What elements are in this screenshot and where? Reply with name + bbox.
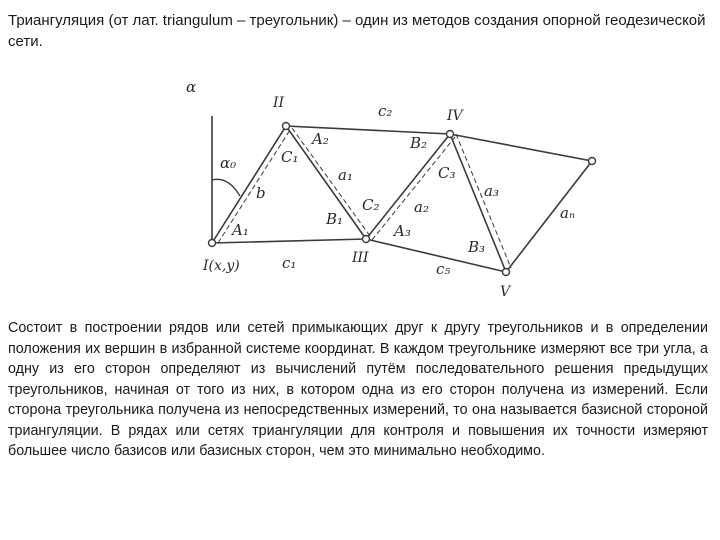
label-b3: B₃ — [468, 238, 486, 256]
vertex-ii — [283, 123, 290, 130]
label-a3-lower: a₃ — [484, 182, 499, 200]
side-i-ii-inner — [218, 130, 290, 243]
label-a3: A₃ — [394, 222, 411, 240]
azimuth-arc — [212, 179, 240, 196]
label-alpha: α — [186, 78, 197, 96]
vertices — [209, 123, 596, 276]
side-ii-iv — [286, 126, 450, 134]
vertex-v — [503, 269, 510, 276]
vertex-iii — [363, 236, 370, 243]
label-c2-upper: C₂ — [362, 196, 380, 214]
label-a1-lower: a₁ — [338, 166, 353, 184]
side-i-ii — [212, 126, 286, 243]
label-alpha0: α₀ — [220, 154, 237, 172]
side-iii-iv-inner — [372, 137, 455, 240]
label-vertex-v: V — [500, 284, 511, 300]
label-c2: c₂ — [378, 102, 393, 120]
label-b: b — [256, 184, 266, 202]
body-paragraph: Состоит в построении рядов или сетей примыкающих друг к другу треугольников и в определении положения их вершин в избранной системе координат. В каждом треугольнике измеряют все три угла, а одну из его сторон определяют из вычислений путём последовательного решения предыдущих треугольников, начиная от того из них, в котором одна из его сторон получена из измерений. Если сторона треугольника получена из непосредственных измерений, то она называется базисной стороной триангуляции. В рядах или сетях триангуляции для контроля и повышения их точности измеряют большее число базисов или базисных сторон, чем это минимально необходимо. — [8, 320, 708, 459]
label-a2: A₂ — [312, 130, 329, 148]
label-an: aₙ — [560, 204, 576, 222]
label-b1: B₁ — [326, 210, 344, 228]
label-vertex-iv: IV — [447, 108, 463, 124]
label-vertex-ii: II — [273, 95, 285, 111]
label-c5: c₅ — [436, 260, 451, 278]
vertex-iv — [447, 131, 454, 138]
vertex-vi — [589, 158, 596, 165]
vertex-i — [209, 240, 216, 247]
label-vertex-i: I(x,y) — [203, 258, 240, 274]
diagram-labels — [186, 78, 575, 300]
label-c3: C₃ — [438, 164, 456, 182]
label-a2-lower: a₂ — [414, 198, 429, 216]
label-c1-upper: C₁ — [281, 148, 299, 166]
label-b2: B₂ — [410, 134, 428, 152]
triangulation-diagram — [178, 64, 618, 308]
side-i-iii — [212, 239, 366, 243]
label-c1-lower: c₁ — [282, 254, 297, 272]
label-a1: A₁ — [232, 221, 249, 239]
side-iv-vi — [450, 134, 592, 161]
label-vertex-iii: III — [352, 250, 369, 266]
triangulation-sides — [212, 116, 592, 272]
intro-paragraph: Триангуляция (от лат. triangulum – треугольник) – один из методов создания опорной геодезической сети. — [8, 12, 706, 50]
side-v-vi — [506, 161, 592, 272]
